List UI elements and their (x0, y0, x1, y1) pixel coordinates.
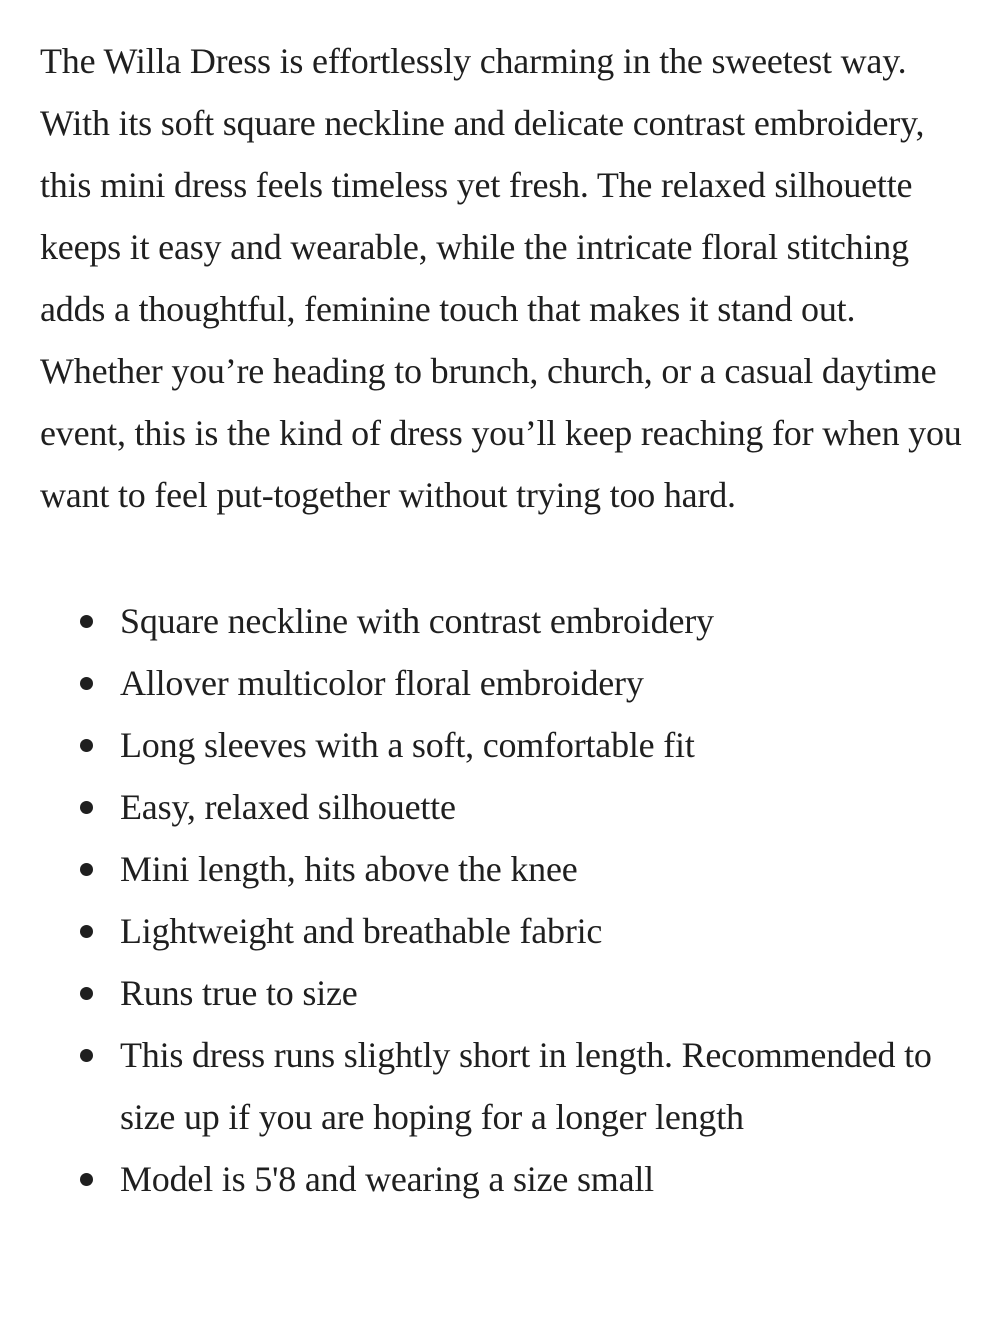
product-description-section (40, 30, 970, 1210)
bullet-icon (80, 925, 93, 938)
product-description: The Willa Dress is effortlessly charming in the sweetest way. With its soft square neckline and delicate contrast embroidery, this mini dress feels timeless yet fresh. The relaxed silhouette keeps it easy and wearable, while the intricate floral stitching adds a thoughtful, feminine touch that makes it stand out. Whether you’re heading to brunch, church, or a casual daytime event, this is the kind of dress you’ll keep reaching for when you want to feel put-together without trying too hard. (40, 41, 962, 515)
list-item (40, 1024, 970, 1148)
feature-text: Runs true to size (120, 973, 358, 1013)
feature-text: Model is 5'8 and wearing a size small (120, 1159, 654, 1199)
bullet-icon (80, 863, 93, 876)
list-item (40, 652, 970, 714)
bullet-icon (80, 739, 93, 752)
bullet-icon (80, 801, 93, 814)
feature-text: Square neckline with contrast embroidery (120, 601, 714, 641)
feature-text: Mini length, hits above the knee (120, 849, 578, 889)
list-item (40, 1148, 970, 1210)
feature-text: This dress runs slightly short in length. Recommended to size up if you are hoping for a longer length (120, 1035, 932, 1137)
feature-text: Long sleeves with a soft, comfortable fit (120, 725, 695, 765)
bullet-icon (80, 1173, 93, 1186)
feature-list (40, 590, 970, 1210)
list-item (40, 714, 970, 776)
bullet-icon (80, 1049, 93, 1062)
bullet-icon (80, 677, 93, 690)
bullet-icon (80, 987, 93, 1000)
list-item (40, 838, 970, 900)
list-item (40, 590, 970, 652)
list-item (40, 962, 970, 1024)
list-item (40, 776, 970, 838)
feature-text: Allover multicolor floral embroidery (120, 663, 644, 703)
list-item (40, 900, 970, 962)
feature-text: Easy, relaxed silhouette (120, 787, 456, 827)
feature-text: Lightweight and breathable fabric (120, 911, 603, 951)
bullet-icon (80, 615, 93, 628)
